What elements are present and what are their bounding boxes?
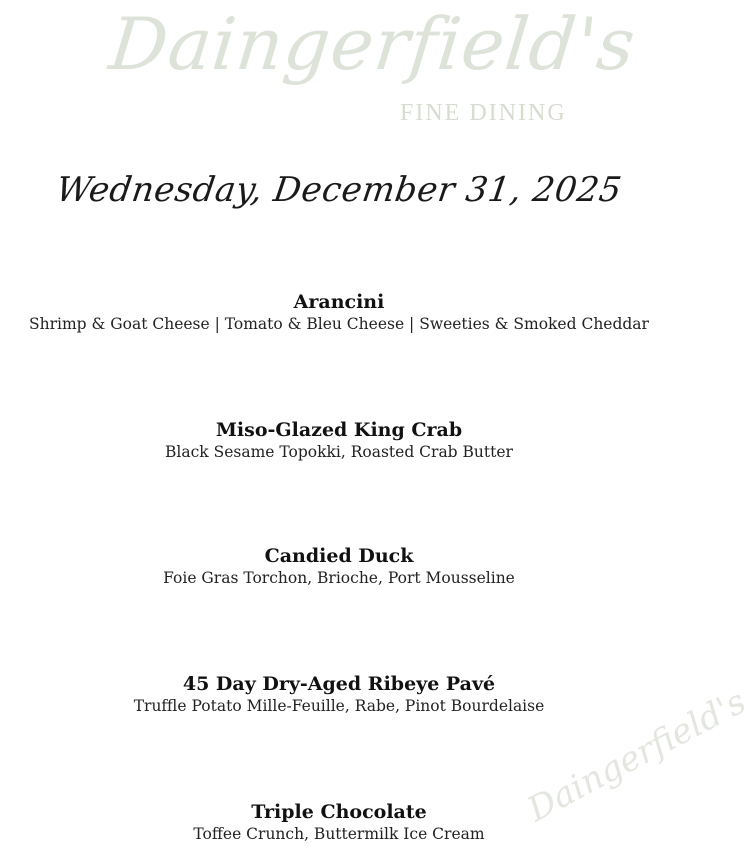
course-item [0,290,678,334]
logo-subtitle: FINE DINING [400,100,567,126]
course-item [0,544,678,588]
course-description: Black Sesame Topokki, Roasted Crab Butter [165,443,513,461]
watermark-logo: Daingerfield's [521,681,753,830]
course-description: Truffle Potato Mille-Feuille, Rabe, Pinot Bourdelaise [133,697,545,715]
course-item [0,672,678,716]
menu-date: Wednesday, December 31, 2025 [53,170,625,210]
restaurant-logo [105,0,640,140]
logo-script-wordmark: Daingerfield's [105,2,640,86]
course-name: Triple Chocolate [251,801,427,823]
course-item [0,418,678,462]
course-name: 45 Day Dry-Aged Ribeye Pavé [182,673,496,695]
course-description: Shrimp & Goat Cheese | Tomato & Bleu Cheese | Sweeties & Smoked Cheddar [29,315,649,333]
course-name: Arancini [293,291,385,313]
course-name: Miso-Glazed King Crab [215,419,463,441]
course-name: Candied Duck [264,545,414,567]
course-description: Foie Gras Torchon, Brioche, Port Mousseline [163,569,515,587]
course-description: Toffee Crunch, Buttermilk Ice Cream [193,825,485,843]
